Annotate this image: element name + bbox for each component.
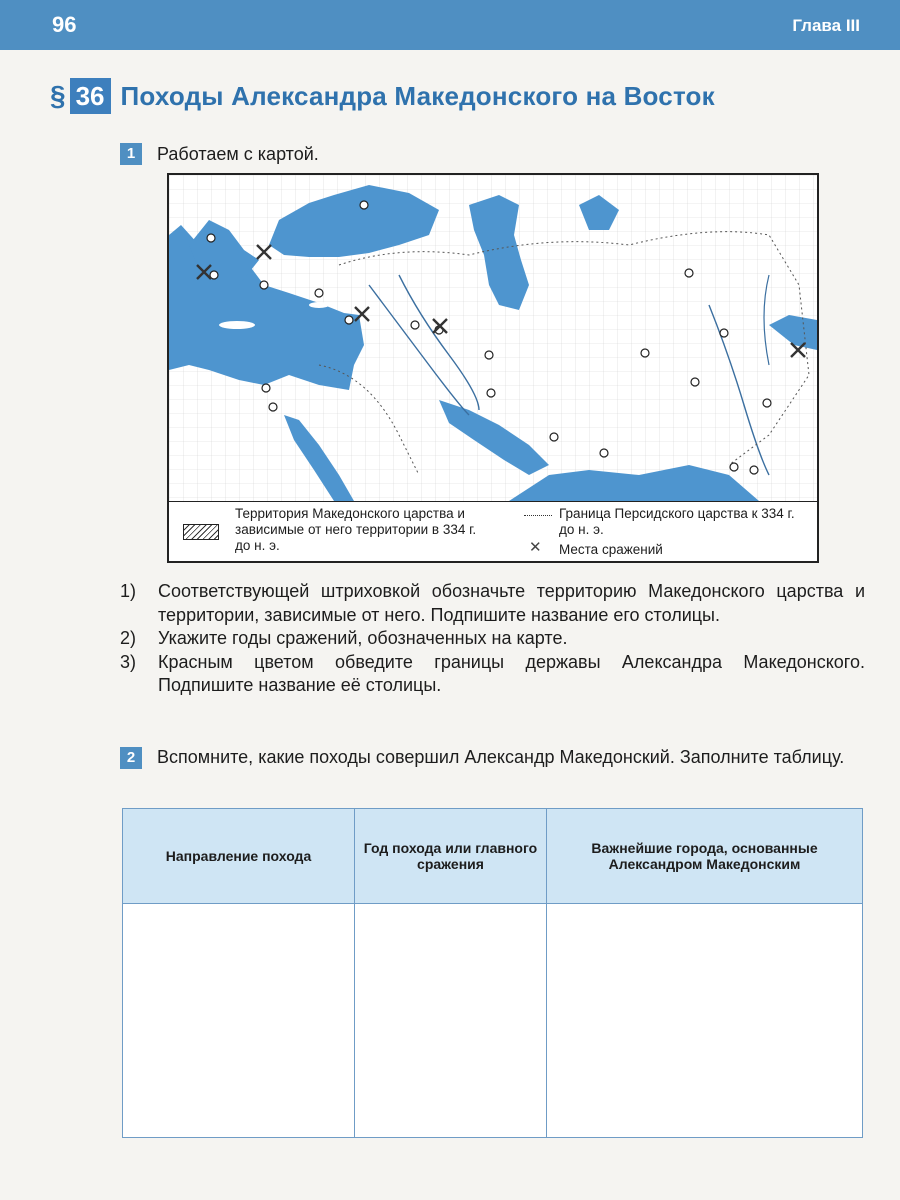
battle-cross-icon: ✕ — [529, 539, 542, 556]
answer-cell[interactable] — [123, 904, 355, 1138]
hatch-swatch-icon — [183, 524, 219, 540]
legend-territory: Территория Македонского царства и зависимые от него территории в 334 г. до н. э. — [235, 506, 477, 553]
legend-border: Граница Персидского царства к 334 г. до н. э. — [559, 506, 795, 537]
item-number: 2) — [120, 628, 137, 648]
page-number: 96 — [52, 12, 77, 37]
column-header: Важнейшие города, основанные Александром Македонским — [547, 809, 863, 904]
legend-battles: Места сражений — [559, 542, 663, 557]
section-number: 36 — [70, 78, 111, 114]
task-1-badge: 1 — [120, 143, 142, 165]
list-item — [120, 580, 865, 627]
historical-map — [167, 173, 819, 563]
section-title — [50, 76, 715, 116]
chapter-label: Глава III — [792, 16, 860, 35]
item-text: Красным цветом обведите границы державы Александра Македонского. Подпишите название её столицы. — [158, 651, 865, 695]
task-2-badge: 2 — [120, 747, 142, 769]
section-symbol: § — [50, 80, 66, 111]
item-number: 3) — [120, 651, 137, 672]
column-header: Направление похода — [123, 809, 355, 904]
task-2-text: Вспомните, какие походы совершил Александр Македонский. Заполните таблицу. — [157, 747, 845, 767]
table-row — [123, 904, 863, 1138]
map-legend — [169, 501, 817, 562]
campaign-table — [122, 808, 863, 1138]
item-text: Соответствующей штриховкой обозначьте территорию Македонского царства и территории, зависимые от него. Подпишите название его столицы. — [158, 581, 865, 625]
page-header — [0, 0, 900, 50]
task-1-instructions — [120, 580, 865, 698]
list-item — [120, 651, 865, 698]
column-header: Год похода или главного сражения — [355, 809, 547, 904]
item-number: 1) — [120, 581, 137, 601]
answer-cell[interactable] — [547, 904, 863, 1138]
page-title: Походы Александра Македонского на Восток — [120, 80, 715, 111]
list-item — [120, 627, 865, 651]
task-1-heading: Работаем с картой. — [157, 144, 319, 164]
item-text: Укажите годы сражений, обозначенных на карте. — [158, 628, 568, 648]
map-illustration — [169, 175, 817, 501]
answer-cell[interactable] — [355, 904, 547, 1138]
border-line-icon — [524, 515, 552, 516]
